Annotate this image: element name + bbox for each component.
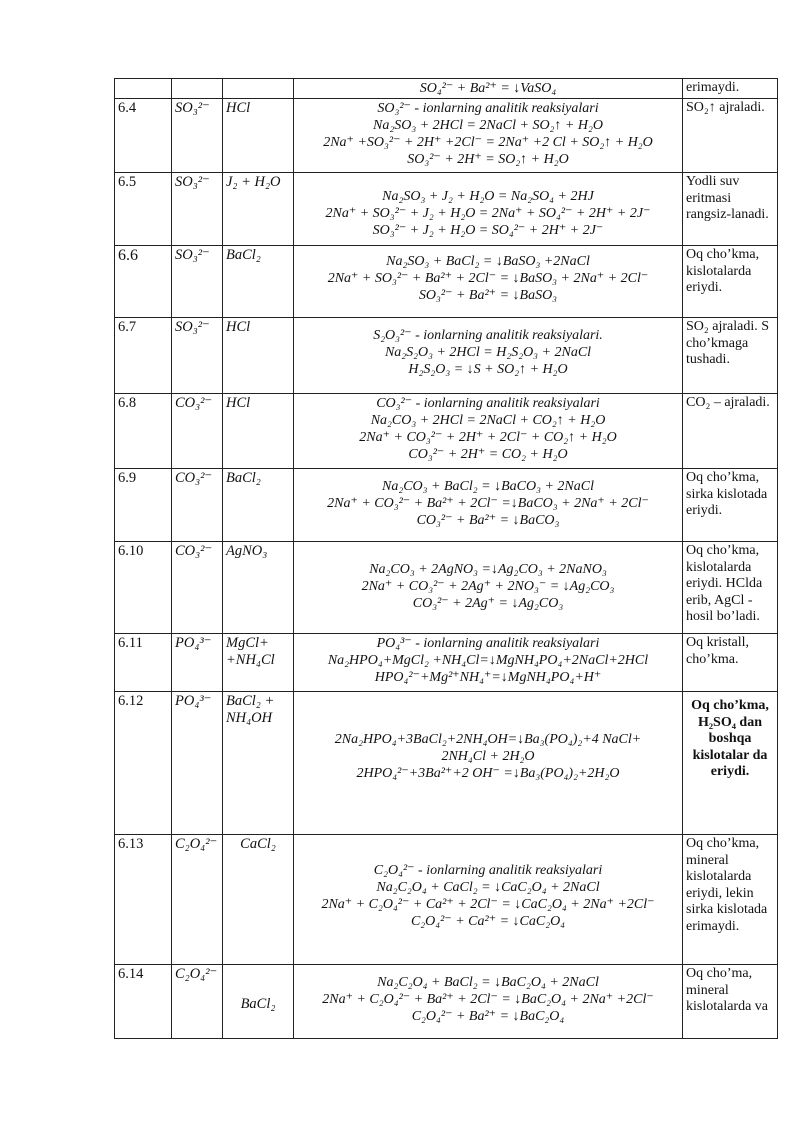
reaction-cell: C₂O₄²⁻ - ionlarning analitik reaksiyalari Na₂C₂O₄ + CaCl₂ = ↓CaC₂O₄ + 2NaCl 2Na⁺ + C₂O₄²⁻ + Ca²⁺ + 2Cl⁻ = ↓CaC₂O₄ + 2Na⁺ +2Cl⁻ C₂O₄²⁻ + Ca²⁺ = ↓CaC₂O₄ <box>294 835 683 965</box>
table-row <box>115 318 778 394</box>
table-row <box>115 634 778 692</box>
reagent-cell: BaCl₂ <box>223 469 294 542</box>
result-cell: Oq cho’kma, kislotalarda eriydi. HClda erib, AgCl -hosil bo’ladi. <box>683 542 778 634</box>
reaction-cell: Na₂C₂O₄ + BaCl₂ = ↓BaC₂O₄ + 2NaCl 2Na⁺ + C₂O₄²⁻ + Ba²⁺ + 2Cl⁻ = ↓BaC₂O₄ + 2Na⁺ +2Cl⁻ C₂O₄²⁻ + Ba²⁺ = ↓BaC₂O₄ <box>294 965 683 1039</box>
row-number: 6.7 <box>115 318 172 394</box>
reaction-cell: 2Na₂HPO₄+3BaCl₂+2NH₄OH=↓Ba₃(PO₄)₂+4 NaCl+ 2NH₄Cl + 2H₂O 2HPO₄²⁻+3Ba²⁺+2 OH⁻ =↓Ba₃(PO₄)₂+2H₂O <box>294 692 683 835</box>
row-number: 6.10 <box>115 542 172 634</box>
result-cell: erimaydi. <box>683 79 778 99</box>
row-number: 6.6 <box>115 246 172 318</box>
reagent-cell: BaCl₂ <box>223 965 294 1039</box>
result-cell: SO₂ ajraladi. S cho’kmaga tushadi. <box>683 318 778 394</box>
reagent-cell: HCl <box>223 394 294 469</box>
result-cell: CO₂ – ajraladi. <box>683 394 778 469</box>
ion-cell: C₂O₄²⁻ <box>172 965 223 1039</box>
reagent-cell: J₂ + H₂O <box>223 173 294 246</box>
table-row <box>115 394 778 469</box>
reagent-cell: CaCl₂ <box>223 835 294 965</box>
reactions-table <box>114 78 778 1039</box>
reagent-cell <box>223 79 294 99</box>
table-row <box>115 173 778 246</box>
reaction-cell: CO₃²⁻ - ionlarning analitik reaksiyalari Na₂CO₃ + 2HCl = 2NaCl + CO₂↑ + H₂O 2Na⁺ + CO₃²⁻ + 2H⁺ + 2Cl⁻ + CO₂↑ + H₂O CO₃²⁻ + 2H⁺ = CO₂ + H₂O <box>294 394 683 469</box>
result-cell: Oq cho’kma, mineral kislotalarda eriydi, lekin sirka kislotada erimaydi. <box>683 835 778 965</box>
ion-cell: SO₃²⁻ <box>172 173 223 246</box>
reaction-cell: SO₃²⁻ - ionlarning analitik reaksiyalari Na₂SO₃ + 2HCl = 2NaCl + SO₂↑ + H₂O 2Na⁺ +SO₃²⁻ + 2H⁺ +2Cl⁻ = 2Na⁺ +2 Cl + SO₂↑ + H₂O SO₃²⁻ + 2H⁺ = SO₂↑ + H₂O <box>294 99 683 173</box>
reaction-cell: Na₂CO₃ + BaCl₂ = ↓BaCO₃ + 2NaCl 2Na⁺ + CO₃²⁻ + Ba²⁺ + 2Cl⁻ =↓BaCO₃ + 2Na⁺ + 2Cl⁻ CO₃²⁻ + Ba²⁺ = ↓BaCO₃ <box>294 469 683 542</box>
ion-cell: CO₃²⁻ <box>172 394 223 469</box>
row-number: 6.5 <box>115 173 172 246</box>
result-cell: Oq cho’ma, mineral kislotalarda va <box>683 965 778 1039</box>
result-cell: Oq cho’kma, kislotalarda eriydi. <box>683 246 778 318</box>
ion-cell <box>172 79 223 99</box>
table-row <box>115 99 778 173</box>
reaction-cell: SO₄²⁻ + Ba²⁺ = ↓VaSO₄ <box>294 79 683 99</box>
row-number: 6.8 <box>115 394 172 469</box>
result-cell: Oq cho’kma, sirka kislotada eriydi. <box>683 469 778 542</box>
table-row <box>115 835 778 965</box>
reagent-cell: BaCl₂ + NH₄OH <box>223 692 294 835</box>
reaction-cell: Na₂CO₃ + 2AgNO₃ =↓Ag₂CO₃ + 2NaNO₃ 2Na⁺ + CO₃²⁻ + 2Ag⁺ + 2NO₃⁻ = ↓Ag₂CO₃ CO₃²⁻ + 2Ag⁺ = ↓Ag₂CO₃ <box>294 542 683 634</box>
ion-cell: SO₃²⁻ <box>172 246 223 318</box>
ion-cell: SO₃²⁻ <box>172 99 223 173</box>
ion-cell: CO₃²⁻ <box>172 542 223 634</box>
result-cell: Oq kristall, cho’kma. <box>683 634 778 692</box>
result-cell: Yodli suv eritmasi rangsiz-lanadi. <box>683 173 778 246</box>
reagent-cell: BaCl₂ <box>223 246 294 318</box>
row-number: 6.11 <box>115 634 172 692</box>
ion-cell: C₂O₄²⁻ <box>172 835 223 965</box>
row-number: 6.9 <box>115 469 172 542</box>
reagent-cell: HCl <box>223 318 294 394</box>
reaction-cell: PO₄³⁻ - ionlarning analitik reaksiyalari Na₂HPO₄+MgCl₂ +NH₄Cl=↓MgNH₄PO₄+2NaCl+2HCl HPO₄²⁻+Mg²⁺NH₄⁺=↓MgNH₄PO₄+H⁺ <box>294 634 683 692</box>
reagent-cell: MgCl+ +NH₄Cl <box>223 634 294 692</box>
result-cell: SO₂↑ ajraladi. <box>683 99 778 173</box>
table-row <box>115 79 778 99</box>
reagent-cell: HCl <box>223 99 294 173</box>
row-number: 6.12 <box>115 692 172 835</box>
ion-cell: PO₄³⁻ <box>172 692 223 835</box>
row-number <box>115 79 172 99</box>
reagent-cell: AgNO₃ <box>223 542 294 634</box>
row-number: 6.4 <box>115 99 172 173</box>
reaction-cell: Na₂SO₃ + J₂ + H₂O = Na₂SO₄ + 2HJ 2Na⁺ + SO₃²⁻ + J₂ + H₂O = 2Na⁺ + SO₄²⁻ + 2H⁺ + 2J⁻ SO₃²⁻ + J₂ + H₂O = SO₄²⁻ + 2H⁺ + 2J⁻ <box>294 173 683 246</box>
table-row <box>115 692 778 835</box>
ion-cell: PO₄³⁻ <box>172 634 223 692</box>
table-row <box>115 965 778 1039</box>
ion-cell: SO₃²⁻ <box>172 318 223 394</box>
reaction-cell: S₂O₃²⁻ - ionlarning analitik reaksiyalari. Na₂S₂O₃ + 2HCl = H₂S₂O₃ + 2NaCl H₂S₂O₃ = ↓S + SO₂↑ + H₂O <box>294 318 683 394</box>
table-row <box>115 469 778 542</box>
reaction-cell: Na₂SO₃ + BaCl₂ = ↓BaSO₃ +2NaCl 2Na⁺ + SO₃²⁻ + Ba²⁺ + 2Cl⁻ = ↓BaSO₃ + 2Na⁺ + 2Cl⁻ SO₃²⁻ + Ba²⁺ = ↓BaSO₃ <box>294 246 683 318</box>
result-cell: Oq cho’kma, H₂SO₄ dan boshqa kislotalar da eriydi. <box>683 692 778 835</box>
ion-cell: CO₃²⁻ <box>172 469 223 542</box>
row-number: 6.14 <box>115 965 172 1039</box>
row-number: 6.13 <box>115 835 172 965</box>
table-row <box>115 246 778 318</box>
table-row <box>115 542 778 634</box>
